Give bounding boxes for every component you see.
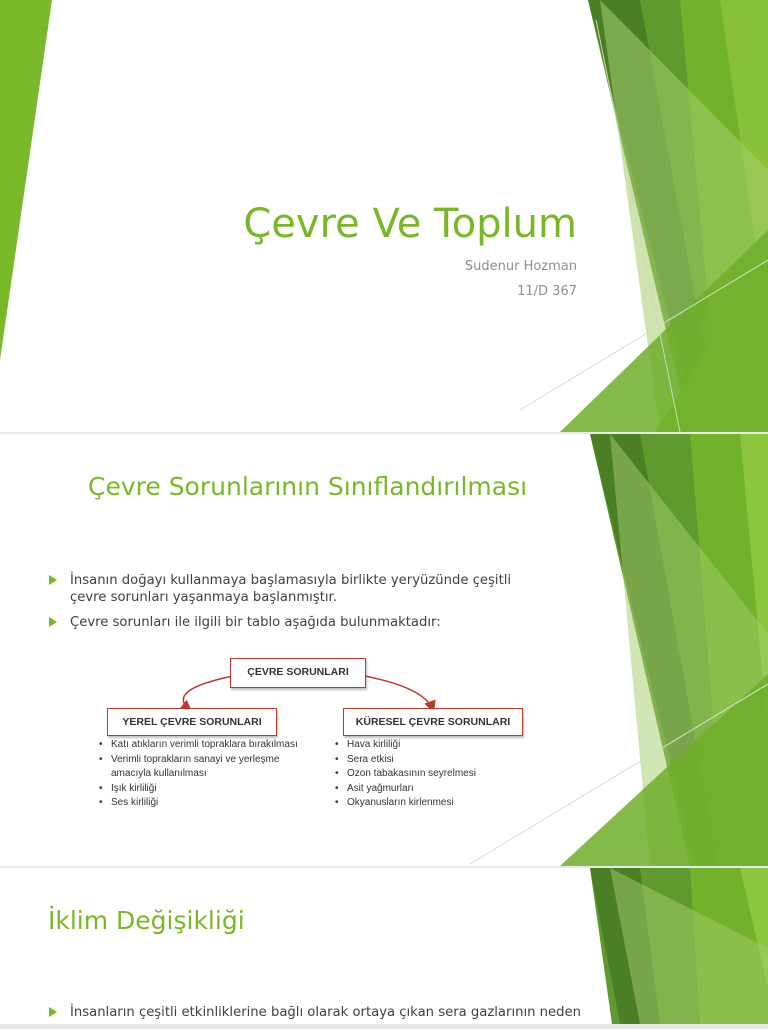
list-item: • Okyanusların kirlenmesi [333, 796, 533, 811]
class-info: 11/D 367 [517, 284, 577, 299]
list-item: • Asit yağmurları [333, 782, 533, 797]
presentation-title: Çevre Ve Toplum [243, 201, 577, 247]
list-item: • Verimli toprakların sanayi ve yerleşme amacıyla kullanılması [97, 753, 281, 782]
list-item [48, 572, 548, 606]
local-problems-list [97, 738, 337, 811]
global-problems-box: KÜRESEL ÇEVRE SORUNLARI [343, 708, 523, 736]
bullet-list [48, 1004, 608, 1029]
slide-heading: Çevre Sorunlarının Sınıflandırılması [88, 472, 528, 501]
slide-decoration-right [0, 868, 768, 1024]
list-item: • Işık kirliliği [97, 782, 337, 797]
root-box: ÇEVRE SORUNLARI [230, 658, 366, 688]
bullet-text: Çevre sorunları ile ilgili bir tablo aşağıda bulunmaktadır: [70, 615, 441, 630]
list-item [48, 1004, 608, 1021]
bullet-text: İnsanların çeşitli etkinliklerine bağlı olarak ortaya çıkan sera gazlarının neden [70, 1005, 581, 1020]
list-item: • Katı atıkların verimli topraklara bırakılması [97, 738, 337, 753]
bullet-list [48, 572, 548, 639]
list-item: • Ozon tabakasının seyrelmesi [333, 767, 533, 782]
slide-title [0, 0, 768, 432]
bullet-text: İnsanın doğayı kullanmaya başlamasıyla birlikte yeryüzünde çeşitli çevre sorunları yaşanmaya başlanmıştır. [70, 573, 512, 605]
slide-climate-change [0, 868, 768, 1024]
author-name: Sudenur Hozman [464, 259, 577, 274]
list-item [48, 614, 548, 631]
environment-problems-diagram [95, 650, 535, 820]
list-item: • Hava kirliliği [333, 738, 533, 753]
bullet-arrow-icon [49, 617, 57, 627]
local-problems-box: YEREL ÇEVRE SORUNLARI [107, 708, 277, 736]
list-item: • Sera etkisi [333, 753, 533, 768]
slide-heading: İklim Değişikliği [48, 906, 245, 935]
list-item: • Ses kirliliği [97, 796, 337, 811]
bullet-arrow-icon [49, 575, 57, 585]
bullet-arrow-icon [49, 1007, 57, 1017]
global-problems-list [333, 738, 533, 811]
